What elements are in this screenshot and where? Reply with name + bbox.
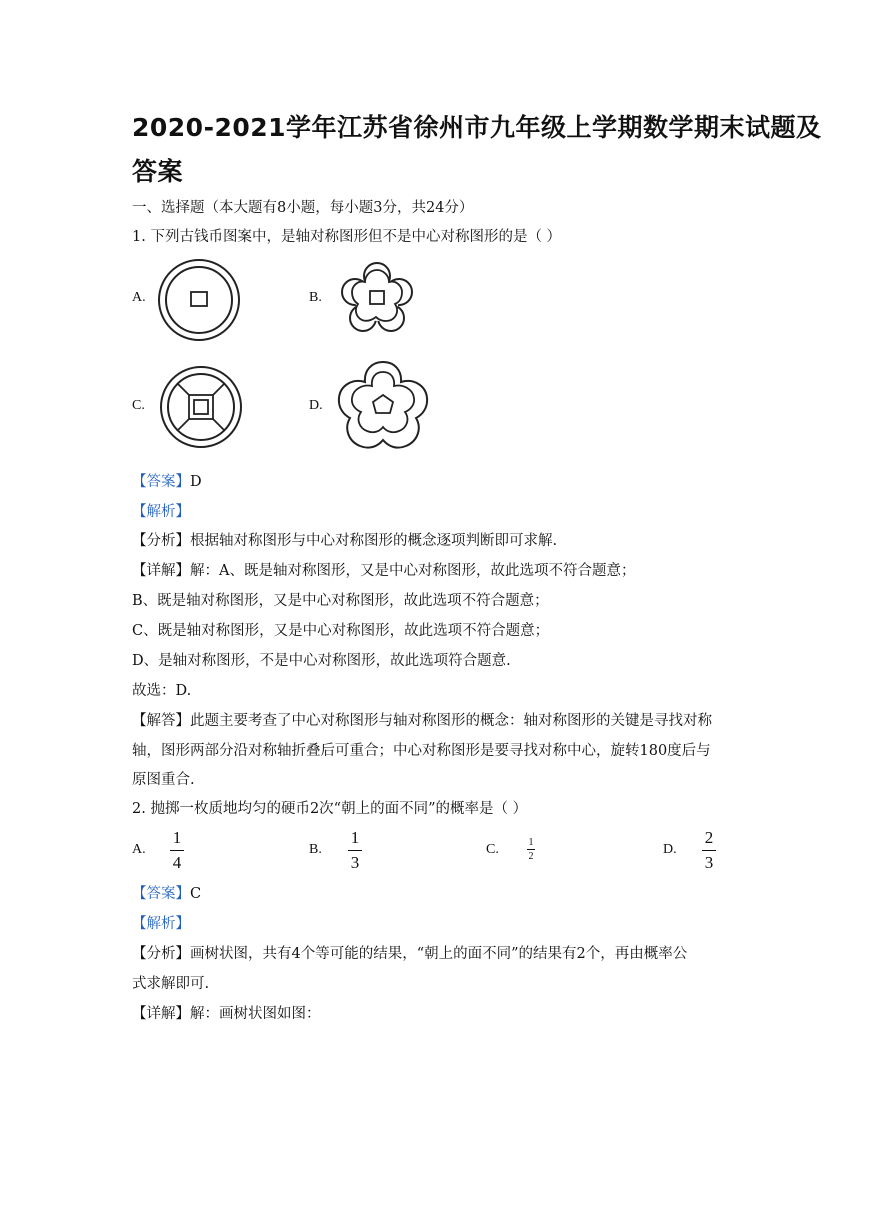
q2-fenxi-line-2: 式求解即可. (132, 976, 210, 992)
q1-xiangjie-line-4: D、是轴对称图形，不是中心对称图形，故此选项符合题意. (132, 653, 511, 669)
fraction-bar (170, 850, 184, 851)
q2-option-d-label: D. (663, 842, 677, 857)
q1-option-c-label: C. (132, 398, 145, 413)
fraction-bar (527, 849, 535, 850)
q1-option-b-label: B. (309, 290, 322, 305)
q1-jieda-row (132, 709, 712, 730)
q1-xiangjie-line-1: 解：A、既是轴对称图形，又是中心对称图形，故此选项不符合题意； (190, 563, 636, 579)
q1-option-d-label: D. (309, 398, 323, 413)
q2-option-a-numerator: 1 (172, 828, 182, 847)
q2-option-b-fraction (348, 828, 362, 872)
q1-xiangjie-line-3: C、既是轴对称图形，又是中心对称图形，故此选项不符合题意； (132, 623, 550, 639)
q2-xiangjie-text: 解：画树状图如图： (190, 1006, 321, 1022)
q2-option-b-denominator: 3 (350, 853, 360, 873)
q2-answer-value: C (190, 886, 202, 902)
coin-a-figure (156, 257, 242, 343)
q2-option-d-fraction (702, 828, 716, 872)
coin-b-figure (334, 256, 420, 342)
q2-option-c-denominator: 2 (528, 851, 534, 862)
q2-option-b-numerator: 1 (350, 828, 360, 847)
q2-answer-row (132, 882, 201, 903)
fraction-bar (702, 850, 716, 851)
q1-answer-tag: 【答案】 (132, 474, 190, 490)
q1-jieda-line-3: 原图重合. (132, 772, 195, 788)
q2-option-b-label: B. (309, 842, 322, 857)
q1-jieda-line-2: 轴，图形两部分沿对称轴折叠后可重合；中心对称图形是要寻找对称中心，旋转180度后与 (132, 743, 711, 759)
q1-stem: 1. 下列古钱币图案中，是轴对称图形但不是中心对称图形的是（ ） (132, 229, 562, 245)
q1-fenxi-row (132, 529, 557, 550)
q1-analysis-tag: 【解析】 (132, 504, 190, 520)
q2-option-d-numerator: 2 (704, 828, 714, 847)
q2-xiangjie-tag: 【详解】 (132, 1006, 190, 1022)
q2-option-c-numerator: 1 (528, 837, 534, 848)
section-heading: 一、选择题（本大题有8小题，每小题3分，共24分） (132, 200, 474, 216)
page-title-line-2: 答案 (132, 157, 184, 186)
q2-option-c-fraction (527, 837, 535, 862)
q1-jieda-tag: 【解答】 (132, 713, 190, 729)
q2-xiangjie-row (132, 1002, 321, 1023)
q2-option-a-label: A. (132, 842, 146, 857)
q2-option-a-denominator: 4 (172, 853, 182, 873)
q2-stem: 2. 抛掷一枚质地均匀的硬币2次“朝上的面不同”的概率是（ ） (132, 801, 528, 817)
q2-fenxi-tag: 【分析】 (132, 946, 190, 962)
q1-xiangjie-line-5: 故选：D. (132, 683, 192, 699)
q1-xiangjie-row (132, 559, 635, 580)
q2-fenxi-row (132, 942, 687, 963)
q2-option-a-fraction (170, 828, 184, 872)
fraction-bar (348, 850, 362, 851)
page-title-line-1: 2020-2021学年江苏省徐州市九年级上学期数学期末试题及 (132, 113, 822, 142)
q2-option-d-denominator: 3 (704, 853, 714, 873)
coin-d-figure (330, 358, 436, 454)
q1-xiangjie-line-2: B、既是轴对称图形，又是中心对称图形，故此选项不符合题意； (132, 593, 549, 609)
q2-option-c-label: C. (486, 842, 499, 857)
q2-answer-tag: 【答案】 (132, 886, 190, 902)
q1-fenxi-tag: 【分析】 (132, 533, 190, 549)
coin-c-figure (158, 362, 244, 452)
q1-fenxi-text: 根据轴对称图形与中心对称图形的概念逐项判断即可求解. (190, 533, 558, 549)
q1-answer-row (132, 470, 202, 491)
q1-answer-value: D (190, 474, 202, 490)
q1-option-a-label: A. (132, 290, 146, 305)
q1-jieda-line-1: 此题主要考查了中心对称图形与轴对称图形的概念：轴对称图形的关键是寻找对称 (190, 713, 712, 729)
q1-xiangjie-tag: 【详解】 (132, 563, 190, 579)
q2-analysis-tag: 【解析】 (132, 916, 190, 932)
q2-fenxi-line-1: 画树状图，共有4个等可能的结果，“朝上的面不同”的结果有2个，再由概率公 (190, 946, 688, 962)
